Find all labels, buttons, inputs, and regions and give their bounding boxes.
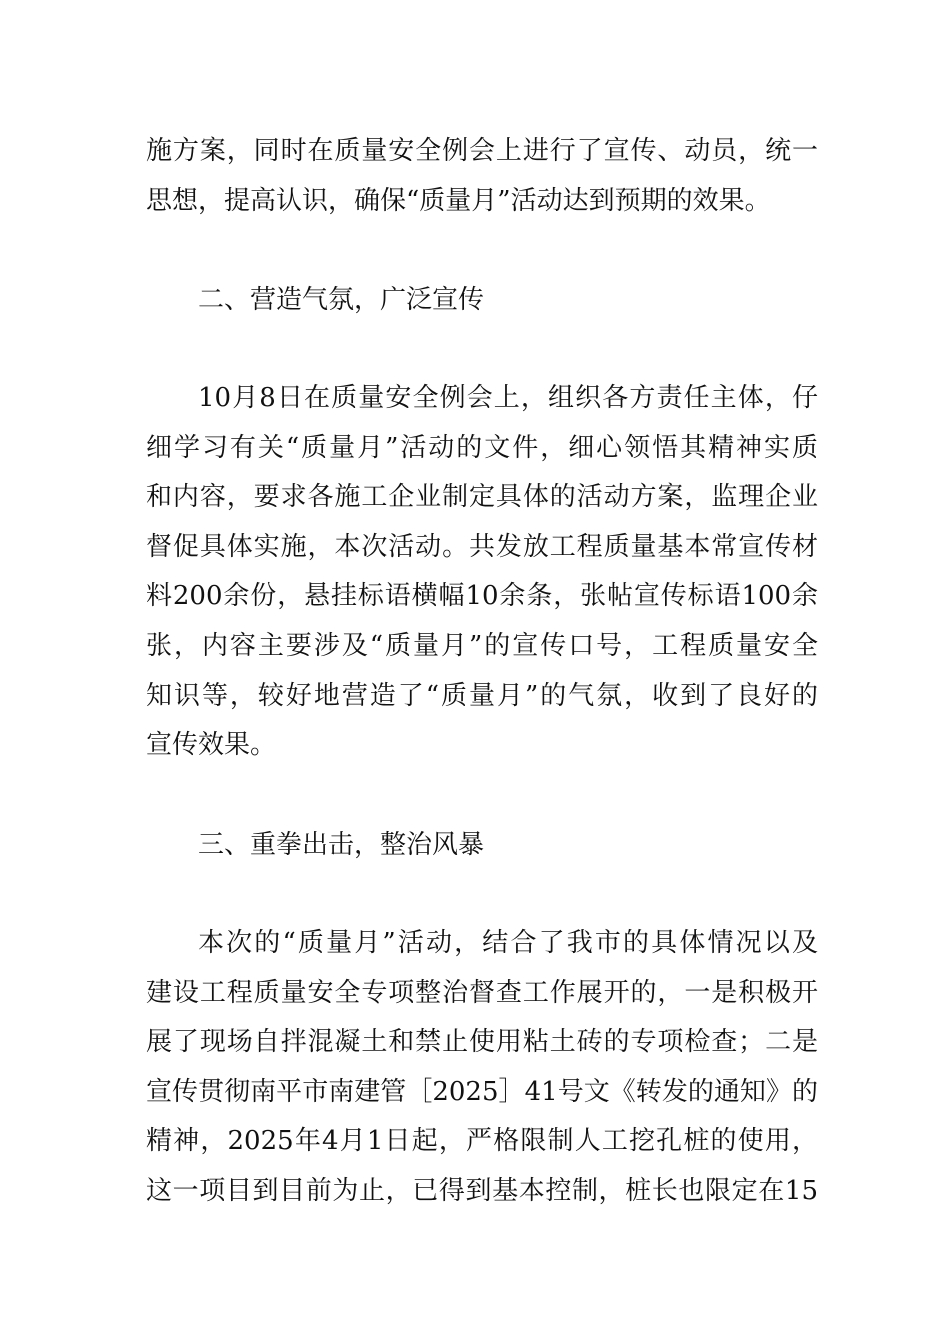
paragraph-1 bbox=[146, 127, 818, 226]
paragraph-3 bbox=[146, 919, 818, 1217]
paragraph-line: 施方案，同时在质量安全例会上进行了宣传、动员，统一 bbox=[146, 136, 818, 166]
paragraph-line: 宣传效果。 bbox=[146, 730, 277, 761]
paragraph-line: 建设工程质量安全专项整治督查工作展开的，一是积极开 bbox=[146, 977, 818, 1008]
paragraph-line: 10月8日在质量安全例会上，组织各方责任主体，仔 bbox=[198, 383, 818, 413]
paragraph-line: 督促具体实施，本次活动。共发放工程质量基本常宣传材 bbox=[146, 531, 818, 562]
paragraph-line: 知识等，较好地营造了“质量月”的气氛，收到了良好的 bbox=[146, 680, 818, 711]
paragraph-line: 思想，提高认识，确保“质量月”活动达到预期的效果。 bbox=[146, 185, 771, 216]
paragraph-line: 展了现场自拌混凝土和禁止使用粘土砖的专项检查；二是 bbox=[146, 1027, 818, 1058]
paragraph-line: 张，内容主要涉及“质量月”的宣传口号，工程质量安全 bbox=[146, 630, 818, 661]
paragraph-line: 细学习有关“质量月”活动的文件，细心领悟其精神实质 bbox=[146, 432, 818, 463]
paragraph-line: 和内容，要求各施工企业制定具体的活动方案，监理企业 bbox=[146, 482, 818, 513]
paragraph-2 bbox=[146, 374, 818, 771]
paragraph-line: 本次的“质量月”活动，结合了我市的具体情况以及 bbox=[198, 928, 818, 958]
paragraph-line: 这一项目到目前为止，已得到基本控制，桩长也限定在15 bbox=[146, 1175, 818, 1206]
paragraph-line: 料200余份，悬挂标语横幅10余条，张帖宣传标语100余 bbox=[146, 581, 818, 612]
section-heading-3: 三、重拳出击，整治风暴 bbox=[198, 830, 485, 860]
paragraph-line: 宣传贯彻南平市南建管［2025］41号文《转发的通知》的 bbox=[146, 1076, 818, 1107]
paragraph-line: 精神，2025年4月1日起，严格限制人工挖孔桩的使用， bbox=[146, 1126, 818, 1157]
section-heading-2: 二、营造气氛，广泛宣传 bbox=[198, 285, 485, 315]
